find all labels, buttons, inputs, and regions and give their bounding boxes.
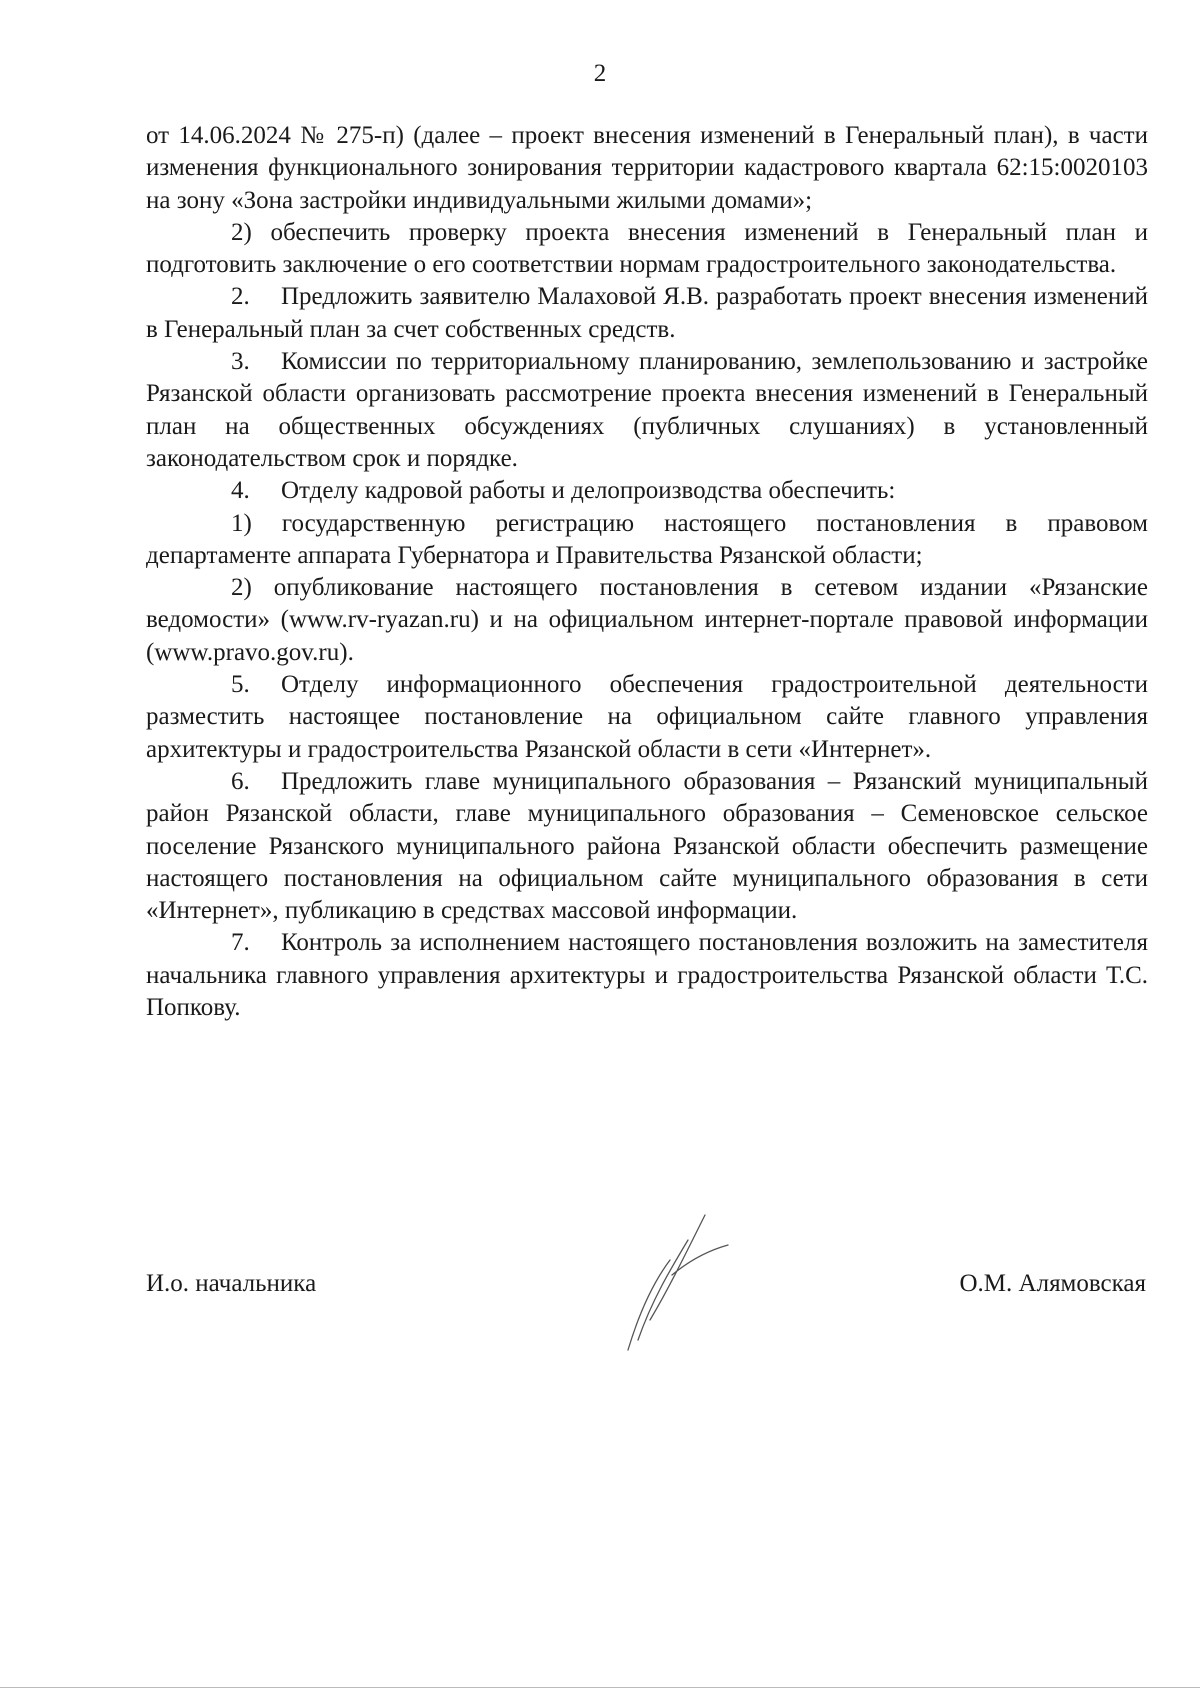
paragraph-3: 3. Комиссии по территориальному планированию, землепользованию и застройке Рязанской области организовать рассмотрение проекта внесения изменений в Генеральный план на общественных обсуждениях (публичных слушаниях) в установленный законодательством срок и порядке. <box>146 348 1148 472</box>
paragraph-1: 2) обеспечить проверку проекта внесения изменений в Генеральный план и подготовить заключение о его соответствии нормам градостроительного законодательства. <box>146 218 1148 279</box>
item-number: 2. <box>231 283 250 311</box>
item-number: 3. <box>231 348 250 376</box>
paragraph-6: 2) опубликование настоящего постановления в сетевом издании «Рязанские ведомости» (www.rv-ryazan.ru) и на официальном интернет-портале правовой информации (www.pravo.gov.ru). <box>146 574 1148 666</box>
item-number: 5. <box>231 671 250 699</box>
paragraph-4: 4. Отделу кадровой работы и делопроизводства обеспечить: <box>146 475 1148 507</box>
signatory-name: О.М. Алямовская <box>959 1270 1146 1297</box>
paragraph-7: 5. Отделу информационного обеспечения градостроительной деятельности разместить настоящее постановление на официальном сайте главного управления архитектуры и градостроительства Рязанской области в сети «Интернет». <box>146 671 1148 763</box>
signatory-position: И.о. начальника <box>146 1270 317 1297</box>
page-number: 2 <box>593 60 607 87</box>
paragraph-9: 7. Контроль за исполнением настоящего постановления возложить на заместителя начальника главного управления архитектуры и градостроительства Рязанской области Т.С. Попкову. <box>146 929 1148 1022</box>
item-number: 6. <box>231 767 250 795</box>
page-bottom-rule <box>0 1687 1200 1688</box>
paragraph-5: 1) государственную регистрацию настоящего постановления в правовом департаменте аппарата Губернатора и Правительства Рязанской области; <box>146 509 1148 569</box>
document-body <box>146 120 1148 1024</box>
paragraph-0: от 14.06.2024 № 275-п) (далее – проект внесения изменений в Генеральный план), в части изменения функционального зонирования территории кадастрового квартала 62:15:0020103 на зону «Зона застройки индивидуальными жилыми домами»; <box>146 122 1148 214</box>
handwritten-signature <box>610 1200 750 1360</box>
paragraph-2: 2. Предложить заявителю Малаховой Я.В. разработать проект внесения изменений в Генеральный план за счет собственных средств. <box>146 283 1148 343</box>
item-number: 7. <box>231 929 250 957</box>
paragraph-8: 6. Предложить главе муниципального образования – Рязанский муниципальный район Рязанской области, главе муниципального образования – Семеновское сельское поселение Рязанского муниципального района Рязанской области обеспечить размещение настоящего постановления на официальном сайте муниципального образования в сети «Интернет», публикацию в средствах массовой информации. <box>146 767 1148 925</box>
item-number: 4. <box>231 477 250 505</box>
